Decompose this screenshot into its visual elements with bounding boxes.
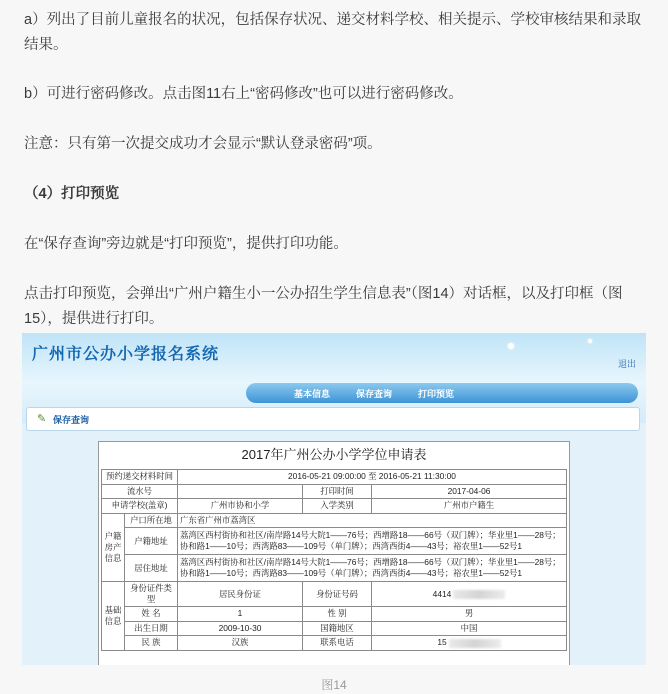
- cell-label: 国籍地区: [303, 621, 372, 636]
- cell-label: 联系电话: [303, 636, 372, 651]
- cell-value: 2009-10-30: [178, 621, 303, 636]
- table-row: [102, 470, 567, 485]
- nav-print-preview[interactable]: 打印预览: [418, 389, 455, 399]
- cell-value: [372, 636, 567, 651]
- cell-value: 中国: [372, 621, 567, 636]
- cell-value: 汉族: [178, 636, 303, 651]
- cell-value: 荔湾区西村街协和社区/南岸路14号大院1——76号；西增路18——66号（双门牌）；华业里1——28号；协和路1——10号；西湾路83——109号（单门牌）；西湾西街4——43号；裕农里1——52号1: [178, 528, 567, 555]
- dandelion-decoration: [588, 339, 592, 343]
- breadcrumb: [26, 407, 640, 431]
- application-table: [101, 469, 567, 651]
- cell-label: 户口所在地: [125, 513, 178, 528]
- paragraph-status: a）列出了目前儿童报名的状况，包括保存状况、递交材料学校、相关提示、学校审核结果和录取结果。: [24, 12, 642, 53]
- breadcrumb-label: 保存查询: [53, 415, 90, 425]
- table-row: [102, 621, 567, 636]
- logout-link[interactable]: 退出: [617, 359, 636, 369]
- cell-value: 男: [372, 607, 567, 622]
- embedded-screenshot: [22, 333, 646, 665]
- id-number-visible: 4414: [432, 588, 452, 599]
- cell-label: 出生日期: [125, 621, 178, 636]
- cell-label: 姓 名: [125, 607, 178, 622]
- cell-label: 民 族: [125, 636, 178, 651]
- table-row: [102, 582, 567, 607]
- system-title: 广州市公办小学报名系统: [32, 346, 220, 363]
- cell-label: 户籍地址: [125, 528, 178, 555]
- cell-label: 身份证号码: [303, 582, 372, 607]
- cell-value: 2017-04-06: [372, 484, 567, 499]
- section-label: 基础信息: [102, 582, 125, 651]
- table-row: [102, 607, 567, 622]
- pencil-icon: ✎: [37, 413, 47, 425]
- nav-basic-info[interactable]: 基本信息: [294, 389, 331, 399]
- cell-value: 2016-05-21 09:00:00 至 2016-05-21 11:30:00: [178, 470, 567, 485]
- form-title: 2017年广州公办小学学位申请表: [241, 447, 427, 462]
- cell-value: 广东省广州市荔湾区: [178, 513, 567, 528]
- cell-value: 荔湾区西村街协和社区/南岸路14号大院1——76号；西增路18——66号（双门牌）；华业里1——28号；协和路1——10号；西湾路83——109号（单门牌）；西湾西街4——43号；裕农里1——52号1: [178, 555, 567, 582]
- cell-label: 流水号: [102, 484, 178, 499]
- nav-bar: [246, 383, 638, 403]
- paragraph-note: 注意：只有第一次提交成功才会显示“默认登录密码”项。: [24, 136, 382, 152]
- cell-value: 广州市户籍生: [372, 499, 567, 514]
- paragraph-print-dialog: 点击打印预览，会弹出“广州户籍生小一公办招生学生信息表”（图14）对话框，以及打印框（图15），提供进行打印。: [24, 286, 623, 327]
- table-row: [102, 513, 567, 528]
- dandelion-decoration: [508, 343, 514, 349]
- cell-value: 1: [178, 607, 303, 622]
- nav-save-query[interactable]: 保存查询: [356, 389, 393, 399]
- section-label: 户籍房产信息: [102, 513, 125, 582]
- table-row: [102, 499, 567, 514]
- table-row: [102, 484, 567, 499]
- redaction-blur: [449, 639, 501, 648]
- cell-value: 广州市协和小学: [178, 499, 303, 514]
- cell-label: 居住地址: [125, 555, 178, 582]
- cell-label: 打印时间: [303, 484, 372, 499]
- paragraph-password: b）可进行密码修改。点击图11右上“密码修改”也可以进行密码修改。: [24, 86, 463, 102]
- section-heading-print-preview: （4）打印预览: [24, 186, 120, 202]
- phone-visible: 15: [437, 637, 447, 648]
- figure-caption: 图14: [321, 678, 347, 692]
- cell-value: [178, 484, 303, 499]
- cell-label: 预约递交材料时间: [102, 470, 178, 485]
- cell-value: [372, 582, 567, 607]
- application-form: [98, 441, 570, 665]
- cell-label: 入学类别: [303, 499, 372, 514]
- cell-label: 性 别: [303, 607, 372, 622]
- cell-label: 申请学校(盖章): [102, 499, 178, 514]
- cell-value: 居民身份证: [178, 582, 303, 607]
- table-row: [102, 636, 567, 651]
- cell-label: 身份证件类型: [125, 582, 178, 607]
- system-header: [22, 333, 646, 423]
- redaction-blur: [453, 590, 505, 599]
- paragraph-print-feature: 在“保存查询”旁边就是“打印预览”，提供打印功能。: [24, 236, 348, 252]
